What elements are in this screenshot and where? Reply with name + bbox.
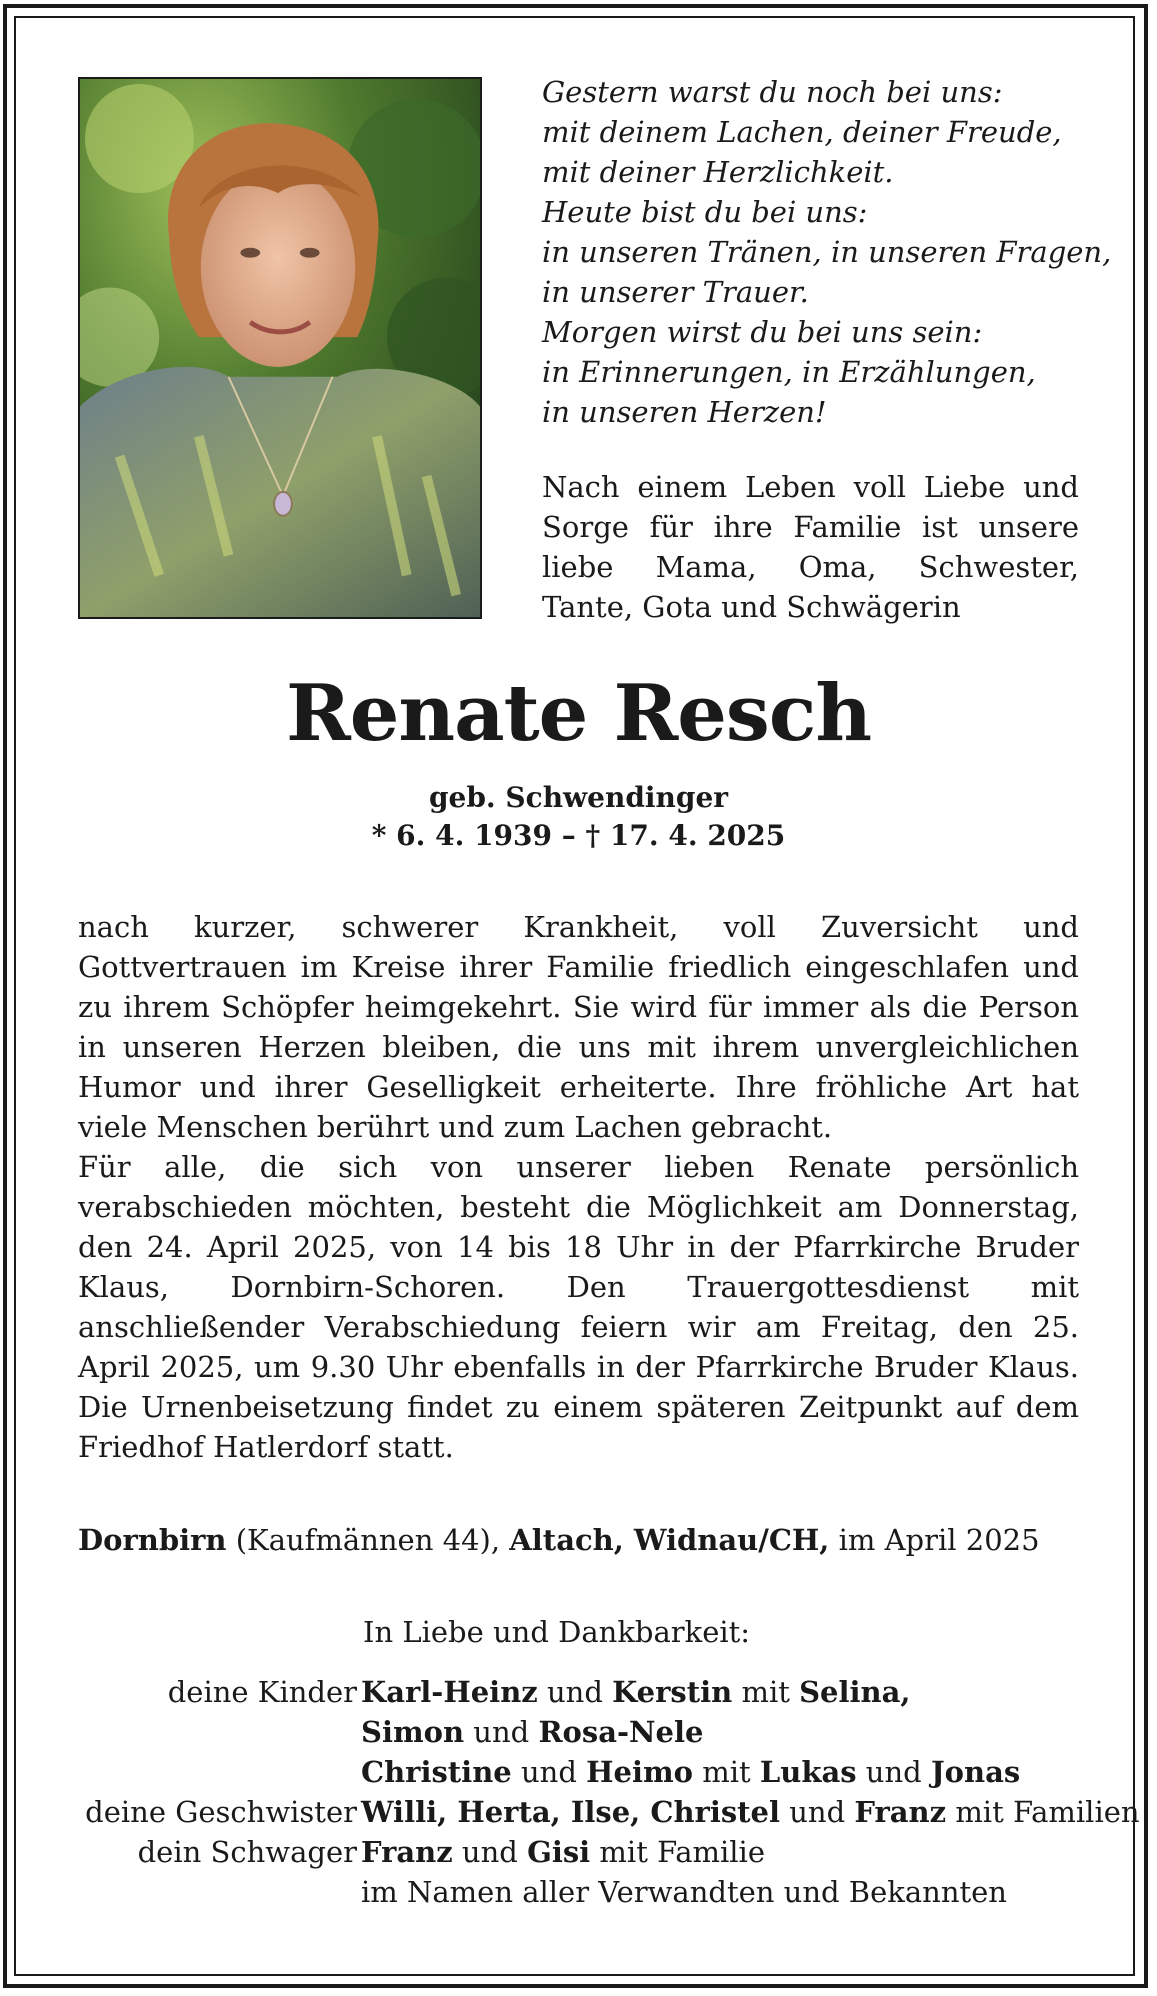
mourner-name: Heimo (586, 1755, 694, 1789)
mourner-name: Simon (361, 1715, 465, 1749)
mourner-name: Lukas (759, 1755, 857, 1789)
closing-line: im Namen aller Verwandten und Bekannten (361, 1875, 1007, 1909)
conjunction: und (473, 1715, 530, 1749)
children-names-1 (361, 1672, 911, 1712)
poem-line: in unserer Trauer. (542, 275, 809, 309)
deceased-name: Renate Resch (285, 668, 872, 759)
intro-text (542, 467, 1079, 627)
conjunction: mit Familie (599, 1835, 765, 1869)
poem-line: in unseren Herzen! (542, 395, 827, 429)
conjunction: mit (741, 1675, 790, 1709)
poem-line: in Erinnerungen, in Erzählungen, (542, 355, 1036, 389)
portrait-photo (78, 77, 482, 619)
brother-in-law-label: dein Schwager (137, 1835, 357, 1869)
mourner-name: Franz (361, 1835, 453, 1869)
conjunction: mit Familien (955, 1795, 1140, 1829)
memorial-poem (542, 72, 1112, 432)
body-paragraph-2: Für alle, die sich von unserer lieben Renate persönlich verabschieden möchten, besteht die Möglichkeit am Donnerstag, den 24. April 2025, von 14 bis 18 Uhr in der Pfarrkirche Bruder Klaus, Dornbirn-Schoren. Den Trauergottesdienst mit anschließender Verabschiedung feiern wir am Freitag, den 25. April 2025, um 9.30 Uhr ebenfalls in der Pfarrkirche Bruder Klaus. Die Urnenbeisetzung findet zu einem späteren Zeitpunkt auf dem Friedhof Hatlerdorf statt. (78, 1150, 1079, 1464)
mourner-name: Gisi (527, 1835, 591, 1869)
obituary-body (78, 907, 1079, 1467)
mourner-name: Franz (854, 1795, 947, 1829)
maiden-name: geb. Schwendinger (428, 781, 729, 814)
life-dates: * 6. 4. 1939 – † 17. 4. 2025 (371, 819, 786, 852)
place-date-line (78, 1520, 1040, 1560)
conjunction: und (520, 1755, 577, 1789)
mourner-name: Rosa-Nele (538, 1715, 704, 1749)
conjunction: und (789, 1795, 846, 1829)
place-city: Dornbirn (78, 1523, 227, 1557)
siblings-names (361, 1792, 1140, 1832)
poem-line: Gestern warst du noch bei uns: (542, 75, 1003, 109)
poem-line: mit deiner Herzlichkeit. (542, 155, 894, 189)
children-names-3 (361, 1752, 1020, 1792)
conjunction: und (461, 1835, 518, 1869)
place-date: im April 2025 (838, 1523, 1040, 1557)
body-paragraph-1: nach kurzer, schwerer Krankheit, voll Zuversicht und Gottvertrauen im Kreise ihrer Familie friedlich eingeschlafen und zu ihrem Schöpfer heimgekehrt. Sie wird für immer als die Person in unseren Herzen bleiben, die uns mit ihrem unvergleichlichen Humor und ihrer Geselligkeit erheiterte. Ihre fröhliche Art hat viele Menschen berührt und zum Lachen gebracht. (78, 910, 1079, 1144)
intro-paragraph: Nach einem Leben voll Liebe und Sorge für ihre Familie ist unsere liebe Mama, Oma, Schwester, Tante, Gota und Schwägerin (542, 470, 1079, 624)
siblings-label: deine Geschwister (85, 1795, 357, 1829)
place-address: (Kaufmännen 44), (235, 1523, 501, 1557)
poem-line: in unseren Tränen, in unseren Fragen, (542, 235, 1112, 269)
poem-line: mit deinem Lachen, deiner Freude, (542, 115, 1062, 149)
children-names-2 (361, 1712, 703, 1752)
thanks-line: In Liebe und Dankbarkeit: (363, 1615, 751, 1649)
mourner-name: Karl-Heinz (361, 1675, 538, 1709)
mourner-name: Selina, (799, 1675, 911, 1709)
conjunction: und (546, 1675, 603, 1709)
mourner-name: Jonas (930, 1755, 1021, 1789)
mourner-name: Christine (361, 1755, 512, 1789)
poem-line: Morgen wirst du bei uns sein: (542, 315, 983, 349)
place-cities: Altach, Widnau/CH, (509, 1523, 830, 1557)
children-label: deine Kinder (167, 1675, 357, 1709)
conjunction: mit (702, 1755, 751, 1789)
brother-in-law-names (361, 1832, 765, 1872)
conjunction: und (865, 1755, 922, 1789)
mourner-name: Willi, Herta, Ilse, Christel (361, 1795, 781, 1829)
poem-line: Heute bist du bei uns: (542, 195, 868, 229)
mourner-name: Kerstin (612, 1675, 733, 1709)
portrait-illustration (80, 79, 480, 617)
